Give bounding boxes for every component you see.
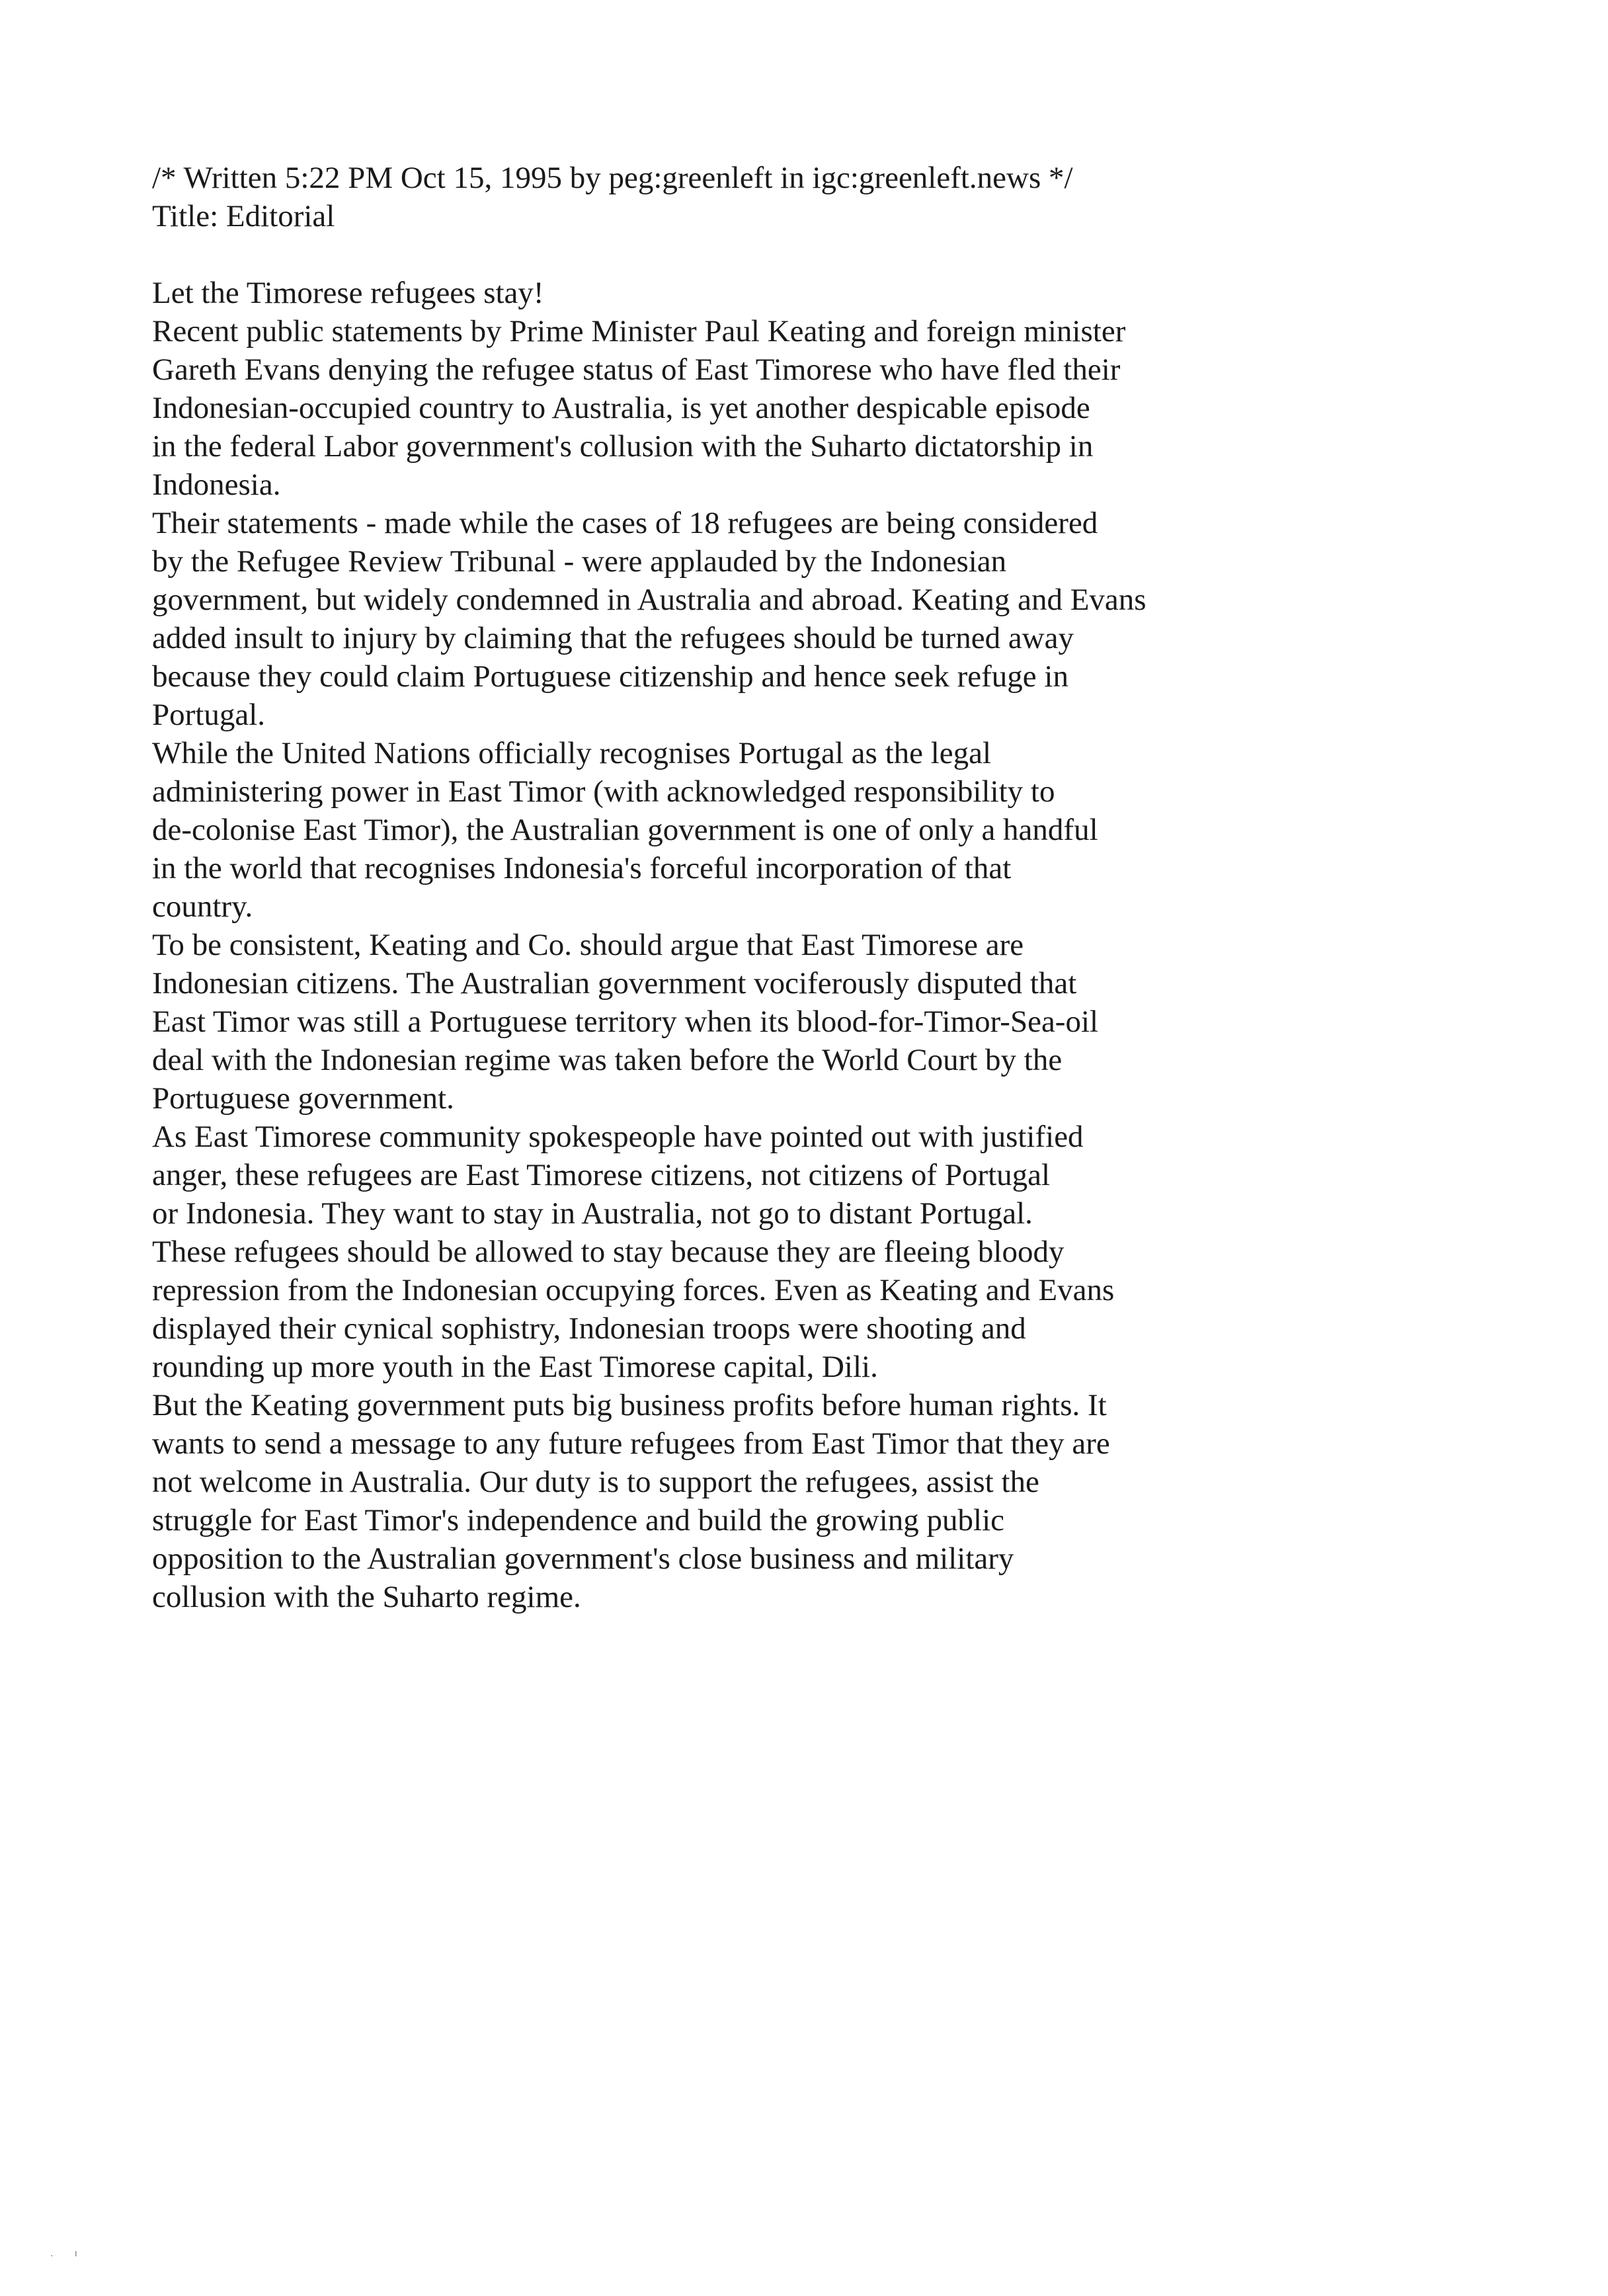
paragraph bbox=[152, 734, 1441, 926]
paragraph-line: deal with the Indonesian regime was taken before the World Court by the bbox=[152, 1043, 1063, 1077]
paragraph-line: Indonesia. bbox=[152, 468, 281, 502]
document-body bbox=[152, 159, 1441, 1616]
paragraph-line: Portuguese government. bbox=[152, 1081, 454, 1116]
paragraph-line: East Timor was still a Portuguese territory when its blood-for-Timor-Sea-oil bbox=[152, 1004, 1099, 1039]
header-title-line: Title: Editorial bbox=[152, 199, 335, 233]
paragraph-line: government, but widely condemned in Australia and abroad. Keating and Evans bbox=[152, 583, 1146, 617]
paragraph-line: because they could claim Portuguese citizenship and hence seek refuge in bbox=[152, 659, 1068, 694]
paragraph-line: rounding up more youth in the East Timorese capital, Dili. bbox=[152, 1350, 878, 1384]
paragraph-line: While the United Nations officially recognises Portugal as the legal bbox=[152, 736, 992, 770]
paragraph-line: opposition to the Australian government's close business and military bbox=[152, 1541, 1014, 1576]
article-body bbox=[152, 312, 1441, 1616]
paragraph-line: Indonesian citizens. The Australian government vociferously disputed that bbox=[152, 966, 1077, 1001]
paragraph-line: in the world that recognises Indonesia's forceful incorporation of that bbox=[152, 851, 1012, 885]
paragraph-line: Portugal. bbox=[152, 698, 266, 732]
paragraph-line: These refugees should be allowed to stay because they are fleeing bloody bbox=[152, 1235, 1065, 1269]
paragraph-line: added insult to injury by claiming that the refugees should be turned away bbox=[152, 621, 1074, 655]
paragraph bbox=[152, 1118, 1441, 1386]
paragraph-line: displayed their cynical sophistry, Indonesian troops were shooting and bbox=[152, 1311, 1026, 1346]
paragraph-line: administering power in East Timor (with acknowledged responsibility to bbox=[152, 774, 1055, 809]
message-header bbox=[152, 159, 1441, 235]
paragraph-line: To be consistent, Keating and Co. should argue that East Timorese are bbox=[152, 928, 1024, 962]
paragraph-line: collusion with the Suharto regime. bbox=[152, 1580, 581, 1614]
paragraph-line: struggle for East Timor's independence and build the growing public bbox=[152, 1503, 1005, 1538]
paragraph-line: But the Keating government puts big business profits before human rights. It bbox=[152, 1388, 1107, 1422]
headline: Let the Timorese refugees stay! bbox=[152, 276, 544, 310]
paragraph bbox=[152, 1386, 1441, 1616]
paragraph-line: anger, these refugees are East Timorese citizens, not citizens of Portugal bbox=[152, 1158, 1051, 1192]
paragraph-line: wants to send a message to any future refugees from East Timor that they are bbox=[152, 1426, 1110, 1461]
paragraph bbox=[152, 504, 1441, 734]
paragraph-line: Gareth Evans denying the refugee status of East Timorese who have fled their bbox=[152, 352, 1121, 387]
paragraph bbox=[152, 312, 1441, 504]
paragraph-line: Recent public statements by Prime Minister Paul Keating and foreign minister bbox=[152, 314, 1126, 348]
paragraph-line: by the Refugee Review Tribunal - were applauded by the Indonesian bbox=[152, 544, 1007, 579]
paragraph-line: As East Timorese community spokespeople have pointed out with justified bbox=[152, 1120, 1084, 1154]
scan-mark: . ı bbox=[50, 2248, 87, 2259]
paragraph-line: in the federal Labor government's collusion with the Suharto dictatorship in bbox=[152, 429, 1094, 464]
header-written-line: /* Written 5:22 PM Oct 15, 1995 by peg:greenleft in igc:greenleft.news */ bbox=[152, 161, 1073, 195]
paragraph-line: or Indonesia. They want to stay in Australia, not go to distant Portugal. bbox=[152, 1196, 1033, 1231]
paragraph-line: not welcome in Australia. Our duty is to support the refugees, assist the bbox=[152, 1465, 1039, 1499]
paragraph-line: de-colonise East Timor), the Australian government is one of only a handful bbox=[152, 813, 1098, 847]
paragraph bbox=[152, 926, 1441, 1118]
paragraph-line: country. bbox=[152, 889, 253, 924]
paragraph-line: Their statements - made while the cases of 18 refugees are being considered bbox=[152, 506, 1098, 540]
paragraph-line: repression from the Indonesian occupying forces. Even as Keating and Evans bbox=[152, 1273, 1115, 1307]
paragraph-line: Indonesian-occupied country to Australia, is yet another despicable episode bbox=[152, 391, 1090, 425]
